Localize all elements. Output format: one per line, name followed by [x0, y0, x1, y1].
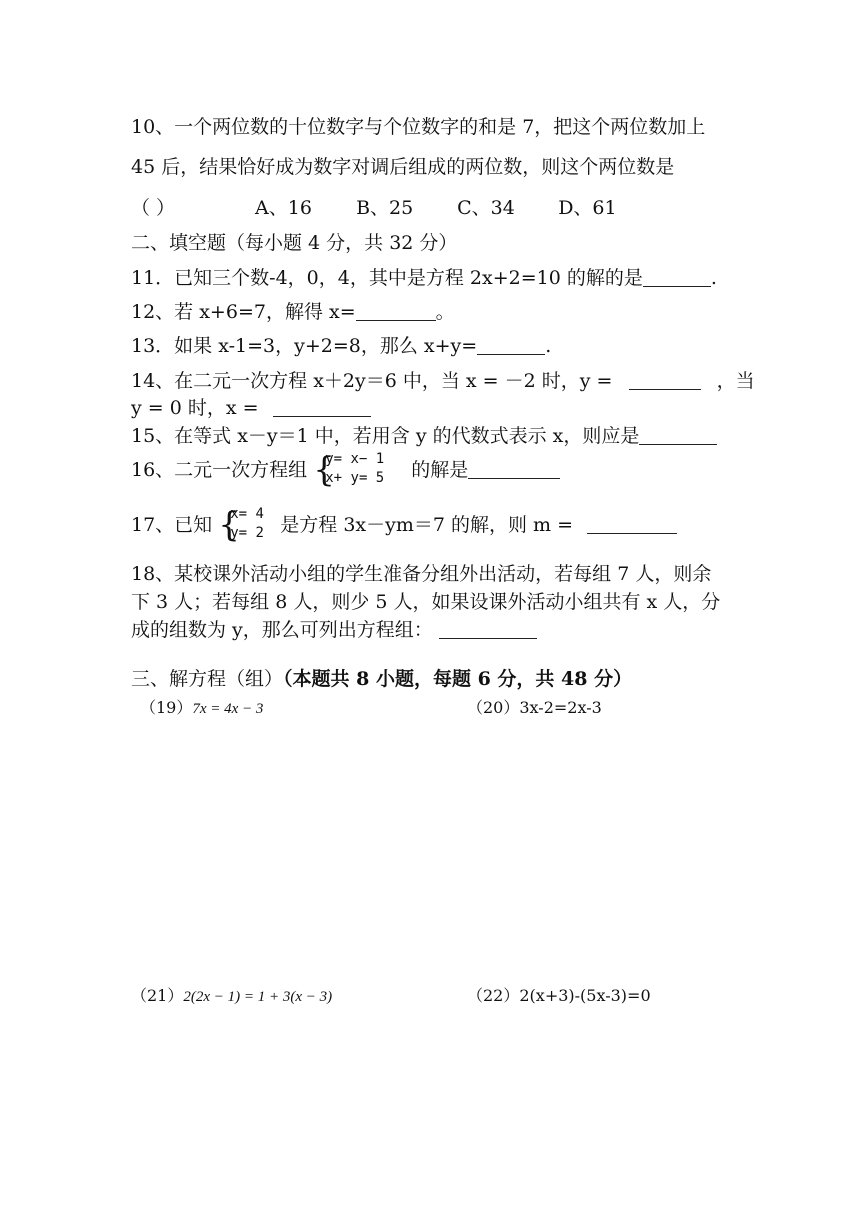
q12-blank[interactable]: [356, 302, 436, 321]
q14-text-c: y = 0 时，x =: [131, 397, 259, 419]
q16-suffix: 的解是: [411, 459, 469, 481]
q17-suffix: 是方程 3x－ym＝7 的解，则 m =: [280, 514, 574, 536]
q14-text-b: ，当: [716, 370, 755, 392]
q22-equation: 2(x+3)-(5x-3)=0: [519, 986, 651, 1005]
q19: [140, 700, 263, 717]
q13-text: 13．如果 x-1=3，y+2=8，那么 x+y=: [131, 335, 478, 357]
q18-line2: 下 3 人；若每组 8 人，则少 5 人，如果设课外活动小组共有 x 人，分: [131, 591, 721, 613]
q13: [131, 336, 551, 356]
q13-end: .: [545, 335, 552, 357]
q19-equation: 7x = 4x − 3: [192, 701, 264, 717]
q11-blank[interactable]: [643, 268, 711, 287]
q10-option-b: B、25: [356, 197, 414, 219]
q21-label: （21）: [131, 986, 184, 1005]
q18-line1: 18、某校课外活动小组的学生准备分组外出活动，若每组 7 人，则余: [131, 563, 712, 585]
q17-equation-system: [218, 506, 274, 546]
q17-eq2: y= 2: [230, 525, 264, 541]
q22-label: （22）: [467, 986, 520, 1005]
section3-title-bold: （本题共 8 小题，每题 6 分，共 48 分）: [283, 668, 633, 690]
q11-text: 11．已知三个数-4，0，4，其中是方程 2x+2=10 的解的是: [131, 267, 643, 289]
q20-label: （20）: [467, 698, 520, 717]
q16-eq1: y= x− 1: [325, 451, 385, 467]
q22: [467, 988, 651, 1004]
q11-end: .: [710, 267, 717, 289]
q16-prefix: 16、二元一次方程组: [131, 459, 308, 481]
brace-icon: {: [218, 505, 240, 545]
q18-text: 成的组数为 y，那么可列出方程组：: [131, 619, 433, 641]
q11: [131, 268, 717, 288]
q16-equation-system: [313, 451, 405, 491]
q19-label: （19）: [140, 698, 193, 717]
q10-option-d: D、61: [558, 197, 617, 219]
q18-blank[interactable]: [439, 620, 537, 639]
q12: [131, 302, 455, 322]
q13-blank[interactable]: [477, 336, 545, 355]
section3-title-plain: 三、解方程（组）: [131, 668, 284, 690]
q16-eq2: x+ y= 5: [325, 470, 385, 486]
q17-eq1: x= 4: [230, 506, 264, 522]
q12-text: 12、若 x+6=7，解得 x=: [131, 301, 356, 323]
q15-text: 15、在等式 x－y＝1 中，若用含 y 的代数式表示 x，则应是: [131, 425, 640, 447]
q17-prefix: 17、已知: [131, 514, 213, 536]
q21-equation: 2(2x − 1) = 1 + 3(x − 3): [183, 989, 333, 1005]
q18-line3: [131, 620, 537, 640]
q10-answer-paren: （ ）: [131, 197, 176, 219]
q12-end: 。: [435, 301, 455, 323]
q14-text-a: 14、在二元一次方程 x＋2y＝6 中，当 x = －2 时，y =: [131, 370, 613, 392]
q14-line2: [131, 398, 371, 418]
q16: [131, 451, 560, 491]
q17: [131, 506, 677, 546]
q10-line2: 45 后，结果恰好成为数字对调后组成的两位数，则这个两位数是: [131, 156, 675, 178]
q10-option-a: A、16: [255, 197, 312, 219]
q10-line1: 10、一个两位数的十位数字与个位数字的和是 7，把这个两位数加上: [131, 116, 706, 138]
brace-icon: {: [313, 450, 335, 490]
q14-line1: [131, 371, 755, 391]
q20-equation: 3x-2=2x-3: [519, 698, 602, 717]
q20: [467, 700, 602, 716]
q14-blank-y[interactable]: [629, 371, 701, 390]
q15-blank[interactable]: [639, 426, 717, 445]
section3-title: [131, 670, 632, 689]
q17-blank[interactable]: [587, 515, 677, 534]
q16-blank[interactable]: [468, 460, 560, 479]
q10-options: [131, 199, 617, 218]
q15: [131, 426, 717, 446]
q14-blank-x[interactable]: [273, 398, 371, 417]
section2-title: 二、填空题（每小题 4 分，共 32 分）: [131, 232, 458, 254]
q21: [131, 988, 332, 1005]
q10-option-c: C、34: [457, 197, 515, 219]
